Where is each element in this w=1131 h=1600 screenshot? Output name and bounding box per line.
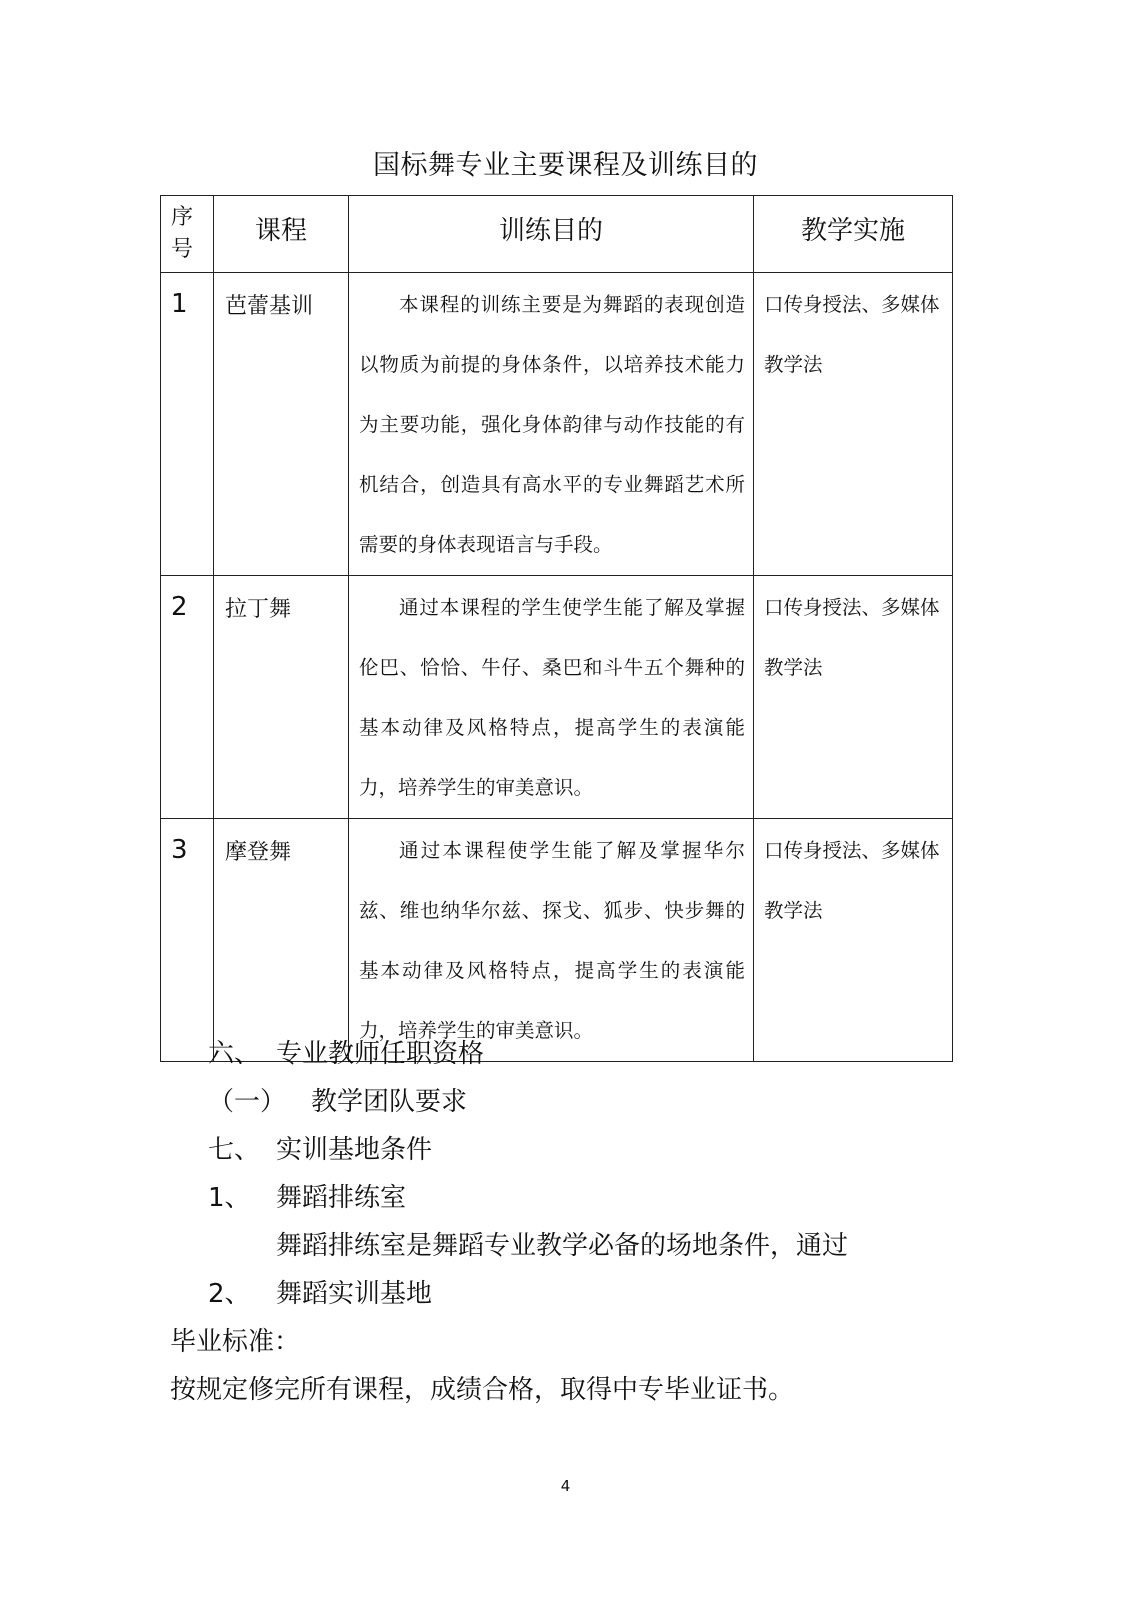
graduation-label: 毕业标准：: [170, 1327, 301, 1357]
section-7-1-body: 舞蹈排练室是舞蹈专业教学必备的场地条件，通过: [276, 1231, 849, 1261]
row-goal-text: 本课程的训练主要是为舞蹈的表现创造以物质为前提的身体条件，以培养技术能力为主要功能，强化身体韵律与动作技能的有机结合，创造具有高水平的专业舞蹈艺术所需要的身体表现语言与手段。: [359, 293, 745, 556]
row-course: 拉丁舞: [214, 576, 349, 819]
row-goal: [349, 576, 754, 819]
section-7-2-heading: [208, 1277, 432, 1311]
section-7-1-number: 1、: [208, 1183, 251, 1213]
graduation-text: 按规定修完所有课程，成绩合格，取得中专毕业证书。: [170, 1375, 795, 1405]
section-7-1-heading: [208, 1181, 406, 1215]
section-7-2-title: 舞蹈实训基地: [276, 1279, 433, 1309]
row-course: 芭蕾基训: [214, 273, 349, 576]
section-7-2-number: 2、: [208, 1279, 251, 1309]
header-course: 课程: [214, 196, 349, 273]
row-method: 口传身授法、多媒体教学法: [754, 576, 953, 819]
section-7-1-title: 舞蹈排练室: [276, 1183, 407, 1213]
header-no-line1: 序: [171, 205, 194, 230]
section-7-number: 七、: [208, 1135, 261, 1165]
table-header-row: [161, 196, 953, 273]
row-goal: [349, 273, 754, 576]
course-table: [160, 195, 953, 1062]
section-6-1-title: 教学团队要求: [311, 1087, 468, 1117]
page-title: 国标舞专业主要课程及训练目的: [373, 150, 758, 181]
section-6-title: 专业教师任职资格: [276, 1039, 485, 1069]
section-6-number: 六、: [208, 1039, 261, 1069]
row-number: 3: [161, 819, 214, 1062]
header-no-line2: 号: [171, 237, 194, 262]
section-6-heading: [208, 1037, 484, 1071]
row-goal: [349, 819, 754, 1062]
section-7-title: 实训基地条件: [276, 1135, 433, 1165]
table-row: [161, 273, 953, 576]
row-goal-text: 通过本课程使学生能了解及掌握华尔兹、维也纳华尔兹、探戈、狐步、快步舞的基本动律及风格特点，提高学生的表演能力，培养学生的审美意识。: [359, 839, 745, 1042]
section-7-heading: [208, 1133, 432, 1167]
section-6-1-number: （一）: [208, 1087, 287, 1117]
table-row: [161, 576, 953, 819]
header-goal: 训练目的: [349, 196, 754, 273]
row-goal-text: 通过本课程的学生使学生能了解及掌握伦巴、恰恰、牛仔、桑巴和斗牛五个舞种的基本动律及风格特点，提高学生的表演能力，培养学生的审美意识。: [359, 596, 745, 799]
header-method: 教学实施: [754, 196, 953, 273]
row-method: 口传身授法、多媒体教学法: [754, 273, 953, 576]
table-row: [161, 819, 953, 1062]
row-number: 2: [161, 576, 214, 819]
page-number: 4: [560, 1477, 571, 1495]
row-method: 口传身授法、多媒体教学法: [754, 819, 953, 1062]
section-6-1-heading: [208, 1085, 467, 1119]
row-course: 摩登舞: [214, 819, 349, 1062]
row-number: 1: [161, 273, 214, 576]
header-no: [161, 196, 214, 273]
